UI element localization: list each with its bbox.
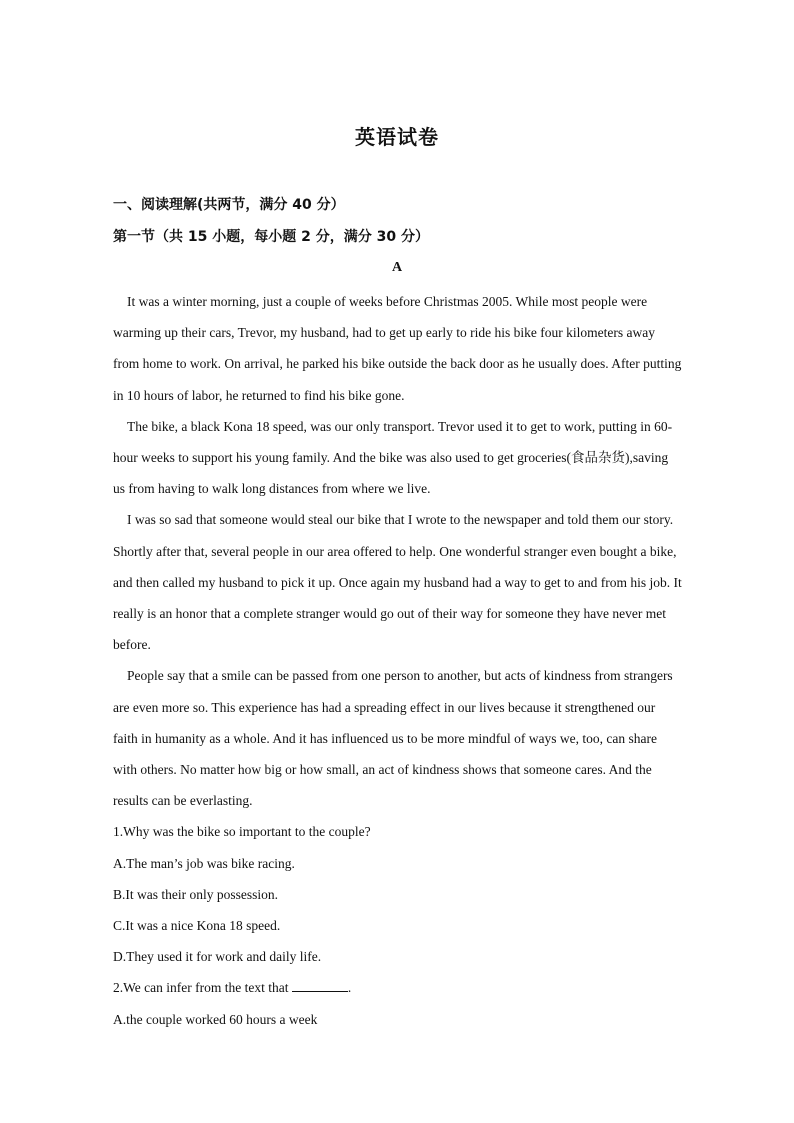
passage-paragraph-2: The bike, a black Kona 18 speed, was our only transport. Trevor used it to get to work, putting in 60-hour weeks to support his young family. And the bike was also used to get groceries(食品杂货),saving us from having to walk long distances from where we live. <box>113 418 673 497</box>
exam-title: 英语试卷 <box>355 125 439 149</box>
passage-paragraph-4: People say that a smile can be passed from one person to another, but acts of kindness from strangers are even more so. This experience has had a spreading effect in our lives because it strengthened our faith in humanity as a whole. And it has influenced us to be more mindful of ways we, too, can share with others. No matter how big or how small, an act of kindness shows that someone cares. And the results can be everlasting. <box>113 668 673 809</box>
passage-paragraph-3: I was so sad that someone would steal our bike that I wrote to the newspaper and told them our story. Shortly after that, several people in our area offered to help. One wonderful stranger even bought a bike, and then called my husband to pick it up. Once again my husband had a way to get to and from his job. It really is an honor that a complete stranger would go out of their way for someone they have never met before. <box>113 512 682 653</box>
question-1-option-d: D.They used it for work and daily life. <box>113 949 322 965</box>
section-heading: 第一节（共 15 小题，每小题 2 分，满分 30 分） <box>113 229 429 245</box>
question-1-option-c: C.It was a nice Kona 18 speed. <box>113 918 281 934</box>
answer-blank <box>292 979 348 992</box>
passage-label: A <box>391 260 403 275</box>
question-1-option-a: A.The man’s job was bike racing. <box>113 855 295 871</box>
question-2-stem <box>113 972 683 1003</box>
part-heading: 一、阅读理解(共两节，满分 40 分） <box>113 197 345 213</box>
passage-body <box>113 286 683 1035</box>
question-2-stem-end: . <box>347 980 352 996</box>
question-1-stem: 1.Why was the bike so important to the couple? <box>113 824 371 840</box>
question-2-option-a: A.the couple worked 60 hours a week <box>113 1011 318 1027</box>
passage-paragraph-1: It was a winter morning, just a couple of weeks before Christmas 2005. While most people were warming up their cars, Trevor, my husband, had to get up early to ride his bike four kilometers away from home to work. On arrival, he parked his bike outside the back door as he usually does. After putting in 10 hours of labor, he returned to find his bike gone. <box>113 294 682 403</box>
question-2-stem-text: 2.We can infer from the text that <box>113 980 289 996</box>
question-1-option-b: B.It was their only possession. <box>113 886 278 902</box>
